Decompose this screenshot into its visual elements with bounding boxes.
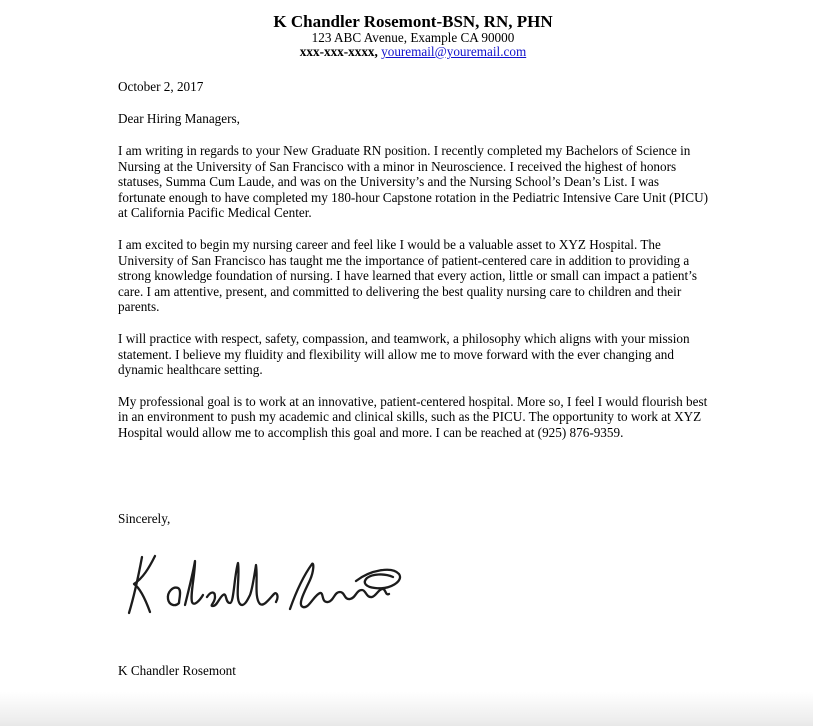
page-bottom-fade (0, 692, 813, 726)
body-paragraph-1: I am writing in regards to your New Graduate RN position. I recently completed my Bachelors of Science in Nursing at the University of San Francisco with a minor in Neuroscience. I received the highest of honors statuses, Summa Cum Laude, and was on the University’s and the Nursing School’s Dean’s List. I was fortunate enough to have completed my 180-hour Capstone rotation in the Pediatric Intensive Care Unit (PICU) at California Pacific Medical Center. (118, 143, 708, 221)
body-paragraph-3: I will practice with respect, safety, compassion, and teamwork, a philosophy which aligns with your mission statement. I believe my fluidity and flexibility will allow me to move forward with the ever changing and dynamic healthcare setting. (118, 330, 690, 378)
letterhead-address: 123 ABC Avenue, Example CA 90000 (311, 30, 515, 45)
letter-head (118, 12, 708, 59)
typed-signature-name: K Chandler Rosemont (118, 662, 236, 678)
salutation: Dear Hiring Managers, (118, 111, 240, 126)
letterhead-contact (118, 45, 708, 59)
email-link[interactable]: youremail@youremail.com (381, 44, 527, 59)
letterhead-phone: xxx-xxx-xxxx, (299, 44, 378, 59)
handwritten-signature-image (124, 547, 409, 621)
signature-svg (124, 547, 409, 621)
closing-line: Sincerely, (118, 510, 171, 526)
body-paragraph-4: My professional goal is to work at an innovative, patient-centered hospital. More so, I feel I would flourish best in an environment to push my academic and clinical skills, such as the PICU. The opportunity to work at XYZ Hospital would allow me to accomplish this goal and more. I can be reached at (925) 876-9359. (118, 393, 708, 440)
letterhead-name: K Chandler Rosemont-BSN, RN, PHN (273, 12, 553, 31)
letter-date: October 2, 2017 (118, 79, 204, 94)
body-paragraph-2: I am excited to begin my nursing career and feel like I would be a valuable asset to XYZ Hospital. The University of San Francisco has taught me the importance of patient-centered care in addition to providing a strong knowledge foundation of nursing. I have learned that every action, little or small can impact a patient’s care. I am attentive, present, and committed to delivering the best quality nursing care to children and their parents. (118, 236, 697, 315)
